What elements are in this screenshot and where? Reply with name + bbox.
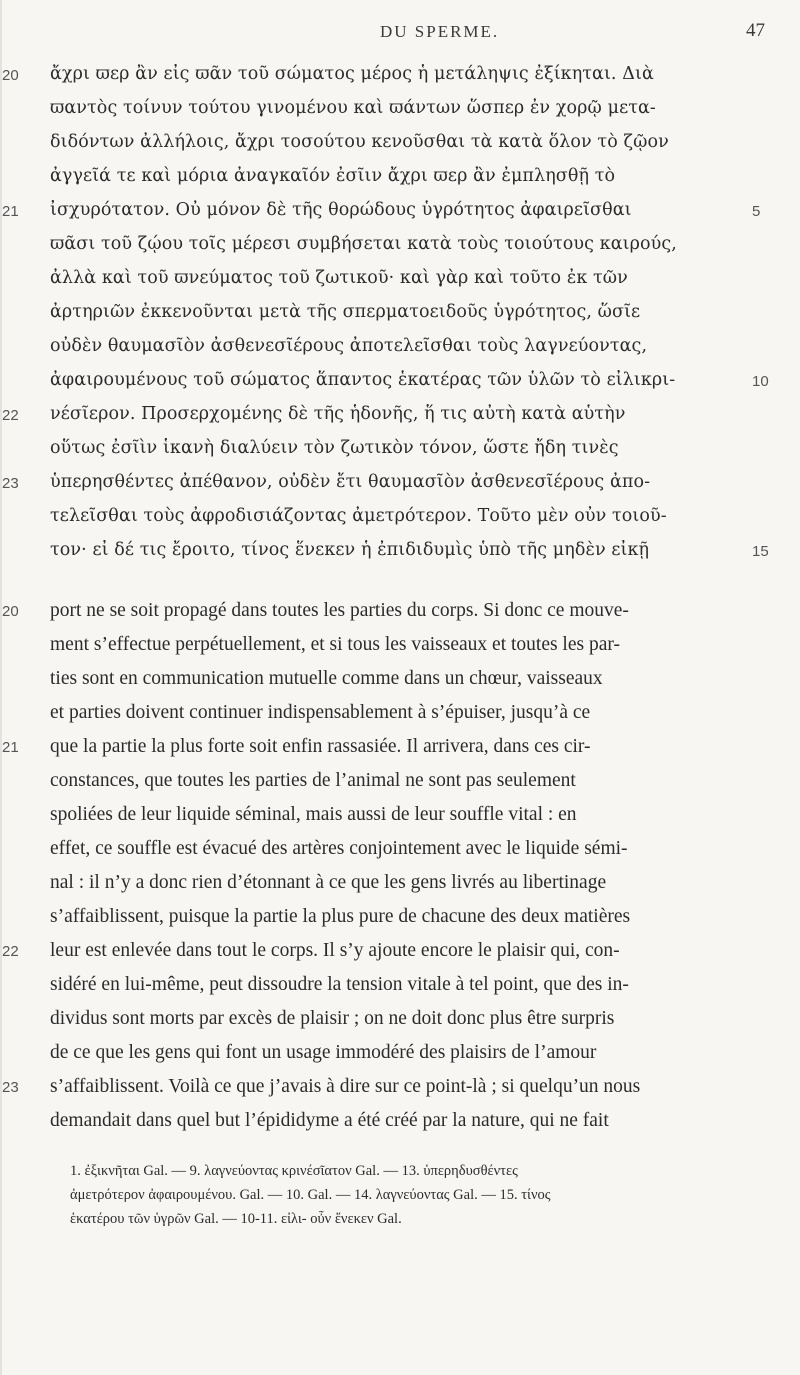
line-number: 15 <box>752 543 769 560</box>
running-title: DU SPERME. <box>380 22 500 41</box>
section-number: 20 <box>2 67 19 84</box>
greek-line: οὕτως ἐσῖὶν ἱκανὴ διαλύειν τὸν ζωτικὸν τόνον, ὥστε ἤδη τινὲς <box>50 438 619 458</box>
section-number: 23 <box>2 1079 19 1096</box>
french-line: que la partie la plus forte soit enfin rassasiée. Il arrivera, dans ces cir- <box>50 736 591 757</box>
french-line: sidéré en lui-même, peut dissoudre la tension vitale à tel point, que des in- <box>50 974 629 995</box>
greek-line: οὐδὲν θαυμασῖὸν ἀσθενεσῖέρους ἀποτελεῖσθαι τοὺς λαγνεύοντας, <box>50 336 648 356</box>
french-line: demandait dans quel but l’épididyme a été créé par la nature, qui ne fait <box>50 1110 609 1131</box>
french-line: leur est enlevée dans tout le corps. Il s’y ajoute encore le plaisir qui, con- <box>50 940 620 961</box>
french-line: dividus sont morts par excès de plaisir ; on ne doit donc plus être surpris <box>50 1008 615 1029</box>
french-line: ties sont en communication mutuelle comme dans un chœur, vaisseaux <box>50 668 603 689</box>
greek-line: ἰσχυρότατον. Οὐ μόνον δὲ τῆς θορώδους ὑγρότητος ἀφαιρεῖσθαι <box>50 200 632 220</box>
french-line: et parties doivent continuer indispensablement à s’épuiser, jusqu’à ce <box>50 702 591 723</box>
greek-line: ἀφαιρουμένους τοῦ σώματος ἅπαντος ἑκατέρας τῶν ὑλῶν τὸ εἰλικρι- <box>50 370 676 390</box>
section-number: 23 <box>2 475 19 492</box>
section-number: 21 <box>2 203 19 220</box>
greek-line: ἄχρι ϖερ ἂν εἰς ϖᾶν τοῦ σώματος μέρος ἡ μετάληψις ἐξίκηται. Διὰ <box>50 64 654 84</box>
line-number: 5 <box>752 203 761 220</box>
french-line: de ce que les gens qui font un usage immodéré des plaisirs de l’amour <box>50 1042 597 1063</box>
section-number: 22 <box>2 943 19 960</box>
greek-line: νέσῖερον. Προσερχομένης δὲ τῆς ἡδονῆς, ἥ τις αὐτὴ κατὰ αὑτὴν <box>50 404 626 424</box>
greek-line: τελεῖσθαι τοὺς ἀφροδισιάζοντας ἀμετρότερον. Τοῦτο μὲν οὖν τοιοῦ- <box>50 506 667 526</box>
french-line: s’affaiblissent, puisque la partie la plus pure de chacune des deux matières <box>50 906 631 927</box>
french-line: port ne se soit propagé dans toutes les parties du corps. Si donc ce mouve- <box>50 600 629 621</box>
section-number: 22 <box>2 407 19 424</box>
section-number: 21 <box>2 739 19 756</box>
greek-line: ἀλλὰ καὶ τοῦ ϖνεύματος τοῦ ζωτικοῦ· καὶ γὰρ καὶ τοῦτο ἐκ τῶν <box>50 268 628 288</box>
greek-line: ὑπερησθέντες ἀπέθανον, οὐδὲν ἔτι θαυμασῖὸν ἀσθενεσῖέρους ἀπο- <box>50 472 651 492</box>
apparatus-line: ἀμετρότερον ἀφαιρουμένου. Gal. — 10. Gal. — 14. λαγνεύοντας Gal. — 15. τίνος <box>70 1187 551 1203</box>
greek-line: ἀγγεῖά τε καὶ μόρια ἀναγκαῖόν ἐσῖιν ἄχρι ϖερ ἂν ἐμπλησθῇ τὸ <box>50 166 616 186</box>
page-number: 47 <box>746 20 765 41</box>
greek-line: ϖαντὸς τοίνυν τούτου γινομένου καὶ ϖάντων ὥσπερ ἐν χορῷ μετα- <box>50 98 656 118</box>
greek-line: τον· εἰ δέ τις ἔροιτο, τίνος ἕνεκεν ἡ ἐπιδιδυμὶς ὑπὸ τῆς μηδὲν εἰκῇ <box>50 540 650 560</box>
french-line: spoliées de leur liquide séminal, mais aussi de leur souffle vital : en <box>50 804 577 825</box>
french-line: constances, que toutes les parties de l’animal ne sont pas seulement <box>50 770 576 791</box>
greek-line: διδόντων ἀλλήλοις, ἄχρι τοσούτου κενοῦσθαι τὰ κατὰ ὅλον τὸ ζῷον <box>50 132 669 152</box>
apparatus-line: ἑκατέρου τῶν ὑγρῶν Gal. — 10-11. εἰλι- οὖν ἕνεκεν Gal. <box>70 1211 402 1227</box>
french-line: effet, ce souffle est évacué des artères conjointement avec le liquide sémi- <box>50 838 628 859</box>
apparatus-line: 1. ἐξικνῆται Gal. — 9. λαγνεύοντας κρινέσῖατον Gal. — 13. ὑπερηδυσθέντες <box>70 1163 518 1179</box>
french-line: ment s’effectue perpétuellement, et si tous les vaisseaux et toutes les par- <box>50 634 620 655</box>
french-line: s’affaiblissent. Voilà ce que j’avais à dire sur ce point-là ; si quelqu’un nous <box>50 1076 641 1097</box>
greek-line: ἀρτηριῶν ἐκκενοῦνται μετὰ τῆς σπερματοειδοῦς ὑγρότητος, ὥσῖε <box>50 302 641 322</box>
greek-line: ϖᾶσι τοῦ ζῴου τοῖς μέρεσι συμβήσεται κατὰ τοὺς τοιούτους καιρούς, <box>50 234 677 254</box>
line-number: 10 <box>752 373 769 390</box>
french-line: nal : il n’y a donc rien d’étonnant à ce que les gens livrés au libertinage <box>50 872 607 893</box>
section-number: 20 <box>2 603 19 620</box>
